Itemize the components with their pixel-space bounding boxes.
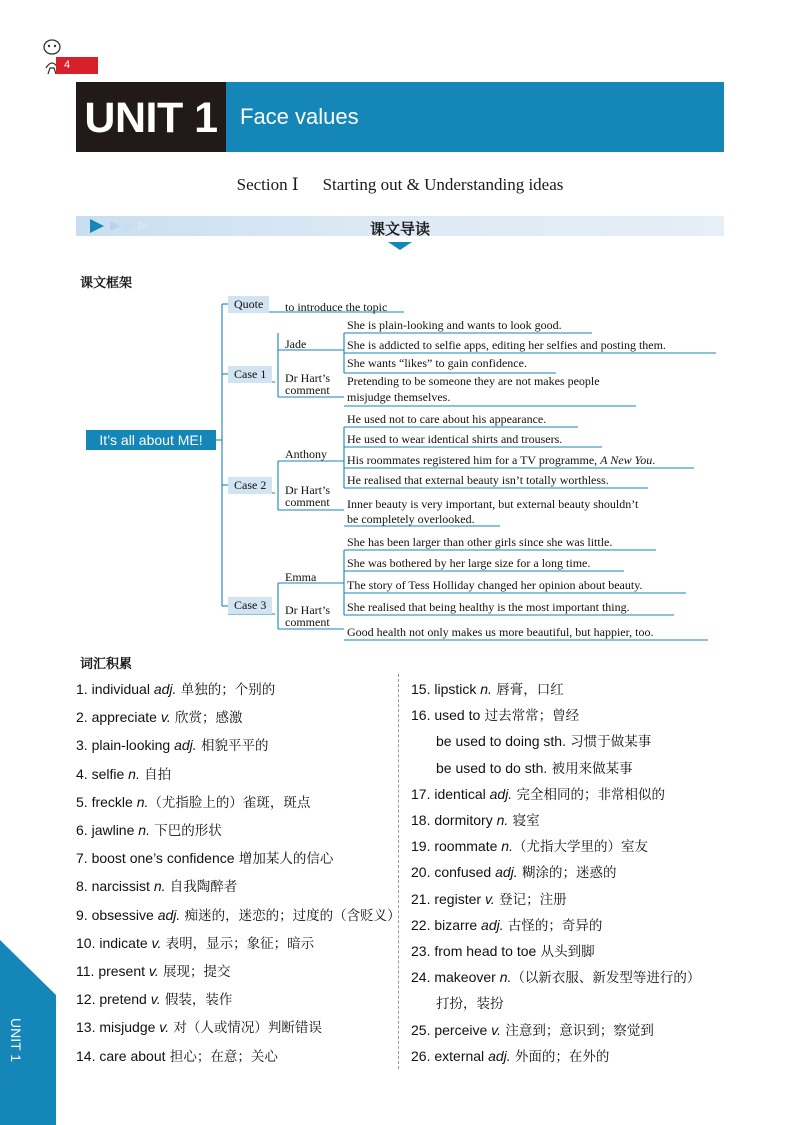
comment-label: Dr Hart’s comment	[285, 483, 330, 509]
vocab-item: 15. lipstick n. 唇膏，口红	[411, 681, 564, 698]
person-name: Anthony	[285, 447, 327, 461]
case-point: The story of Tess Holliday changed her opinion about beauty.	[347, 578, 643, 592]
vocab-item: 14. care about 担心；在意；关心	[76, 1047, 278, 1065]
side-tab-label: UNIT 1	[8, 1018, 24, 1063]
case-point: She realised that being healthy is the most important thing.	[347, 600, 630, 614]
vocab-item: 打扮，装扮	[436, 996, 504, 1013]
comment-text: Inner beauty is very important, but external beauty shouldn’t	[347, 497, 639, 511]
quote-text: to introduce the topic	[285, 300, 388, 314]
case-point: She has been larger than other girls since she was little.	[347, 535, 613, 549]
case-point: He used to wear identical shirts and trousers.	[347, 432, 563, 446]
page-number: 4	[56, 57, 98, 74]
case-label: Case 1	[228, 366, 272, 383]
section-title: Starting out & Understanding ideas	[322, 175, 564, 194]
comment-text: misjudge themselves.	[347, 390, 451, 404]
column-divider	[398, 674, 399, 1069]
vocab-item: 16. used to 过去常常；曾经	[411, 707, 580, 725]
case-point: She is addicted to selfie apps, editing her selfies and posting them.	[347, 338, 666, 352]
vocab-item: 19. roommate n.（尤指大学里的）室友	[411, 838, 648, 856]
vocab-item: 5. freckle n.（尤指脸上的）雀斑，斑点	[76, 793, 311, 811]
vocab-item: 20. confused adj. 糊涂的；迷惑的	[411, 864, 617, 882]
case-label: Case 3	[228, 597, 272, 614]
vocab-item: 18. dormitory n. 寝室	[411, 812, 540, 829]
vocab-item: 9. obsessive adj. 痴迷的，迷恋的；过度的（含贬义）	[76, 906, 401, 924]
case-point: He used not to care about his appearance.	[347, 412, 547, 426]
case-point: His roommates registered him for a TV programme, A New You.	[347, 453, 656, 467]
case-point: She is plain-looking and wants to look good.	[347, 318, 562, 332]
vocab-item: 17. identical adj. 完全相同的；非常相似的	[411, 785, 665, 803]
vocab-item: 24. makeover n.（以新衣服、新发型等进行的）	[411, 969, 701, 987]
comment-label: Dr Hart’s comment	[285, 603, 330, 629]
guide-title: 课文导读	[369, 221, 430, 238]
case-label: Case 2	[228, 477, 272, 494]
quote-label: Quote	[228, 296, 269, 313]
comment-label: Dr Hart’s comment	[285, 371, 330, 397]
case-point: He realised that external beauty isn’t totally worthless.	[347, 473, 609, 487]
case-point: She was bothered by her large size for a long time.	[347, 556, 591, 570]
vocab-item: 26. external adj. 外面的；在外的	[411, 1047, 610, 1065]
vocab-item: be used to do sth. 被用来做某事	[436, 759, 633, 777]
vocab-item: 1. individual adj. 单独的；个别的	[76, 681, 276, 698]
comment-text: Good health not only makes us more beautiful, but happier, too.	[347, 625, 654, 639]
person-name: Jade	[285, 337, 307, 351]
person-name: Emma	[285, 570, 317, 584]
vocab-item: 21. register v. 登记；注册	[411, 890, 567, 908]
vocab-item: 3. plain-looking adj. 相貌平平的	[76, 737, 269, 755]
case-point: She wants “likes” to gain confidence.	[347, 356, 527, 370]
vocab-item: 8. narcissist n. 自我陶醉者	[76, 878, 238, 896]
vocab-item: 12. pretend v. 假装，装作	[76, 991, 233, 1009]
vocab-item: 23. from head to toe 从头到脚	[411, 943, 595, 960]
vocab-item: 7. boost one’s confidence 增加某人的信心	[76, 850, 334, 868]
comment-text: be completely overlooked.	[347, 512, 475, 526]
vocab-item: 25. perceive v. 注意到；意识到；察觉到	[411, 1021, 654, 1039]
vocab-item: 22. bizarre adj. 古怪的；奇异的	[411, 916, 603, 934]
unit-label: UNIT 1	[76, 82, 226, 152]
framework-label: 课文框架	[80, 275, 133, 290]
vocab-item: 11. present v. 展现；提交	[76, 963, 231, 980]
unit-title: Face values	[240, 104, 359, 129]
mindmap-root: It’s all about ME!	[86, 430, 216, 450]
vocab-label: 词汇积累	[80, 656, 133, 671]
comment-text: Pretending to be someone they are not makes people	[347, 374, 600, 388]
vocab-item: 13. misjudge v. 对（人或情况）判断错误	[76, 1019, 322, 1037]
vocab-item: 10. indicate v. 表明，显示；象征；暗示	[76, 934, 315, 952]
section-number: Section Ⅰ	[236, 175, 299, 194]
vocab-item: be used to doing sth. 习惯于做某事	[436, 733, 652, 751]
vocab-item: 2. appreciate v. 欣赏；感激	[76, 709, 243, 727]
vocab-item: 4. selfie n. 自拍	[76, 765, 172, 783]
vocab-item: 6. jawline n. 下巴的形状	[76, 822, 222, 839]
